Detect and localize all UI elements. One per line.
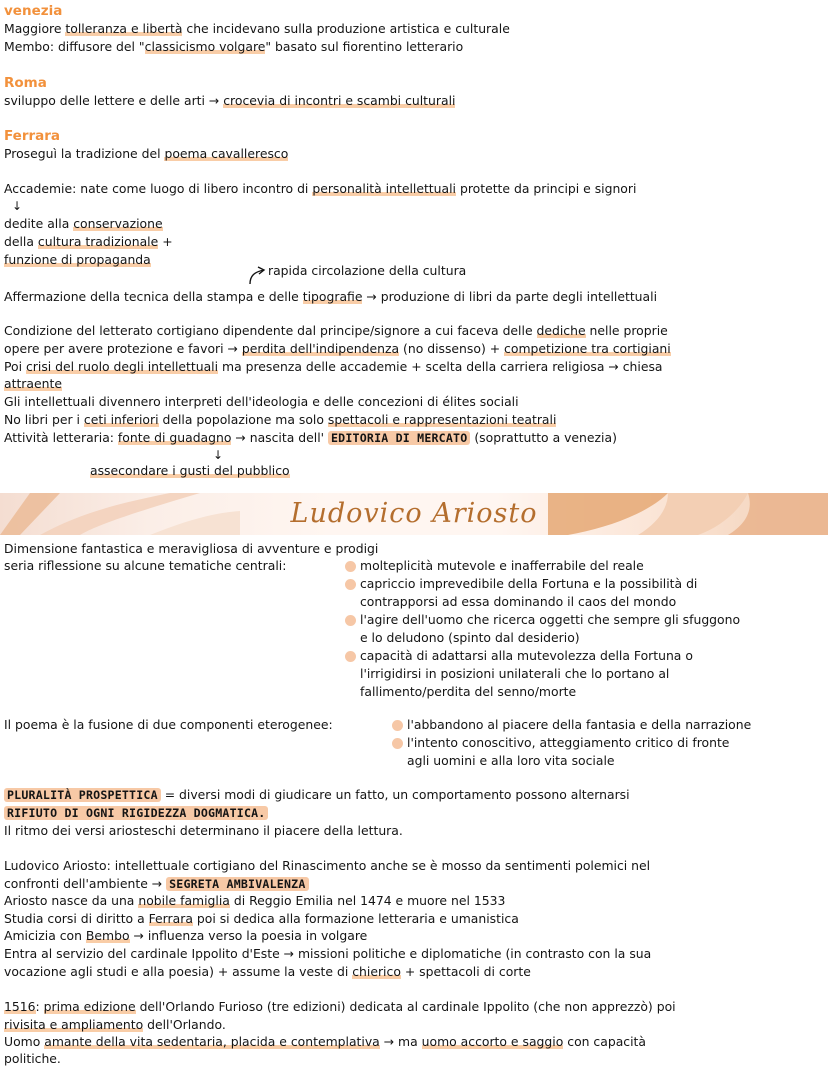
tema-4-line-2: l'irrigidirsi in posizioni unilaterali che lo portano al [360, 666, 670, 681]
bullet-dot [392, 720, 403, 731]
edizioni-line-1: 1516: prima edizione dell'Orlando Furioso (tre edizioni) dedicata al cardinale Ippolito (che non apprezzò) poi [4, 999, 676, 1014]
accademie-line-1: Accademie: nate come luogo di libero incontro di personalità intellettuali protette da principi e signori [4, 181, 637, 196]
venezia-heading: venezia [4, 3, 63, 19]
accademie-line-4: funzione di propaganda [4, 252, 151, 267]
tema-2-line-2: contrapporsi ad essa dominando il caos del mondo [360, 594, 677, 609]
accademie-line-3: della cultura tradizionale + [4, 234, 173, 249]
curved-arrow-icon [244, 264, 266, 286]
poema-line: Il poema è la fusione di due componenti eterogenee: [4, 717, 333, 732]
ariosto-intro-1: Dimensione fantastica e meravigliosa di avventure e prodigi [4, 541, 379, 556]
roma-heading: Roma [4, 75, 47, 91]
letterato-line-3: Poi crisi del ruolo degli intellettuali ma presenza delle accademie + scelta della carriera religiosa → chiesa [4, 359, 663, 374]
bio-line-2: confronti dell'ambiente → SEGRETA AMBIVALENZA [4, 875, 309, 893]
venezia-line-2: Membo: diffusore del "classicismo volgare" basato sul fiorentino letterario [4, 39, 464, 54]
rifiuto-line [4, 804, 268, 822]
ferrara-heading: Ferrara [4, 128, 61, 144]
section-banner [0, 493, 828, 535]
bio-line-3: Ariosto nasce da una nobile famiglia di Reggio Emilia nel 1474 e muore nel 1533 [4, 893, 506, 908]
banner-title: Ludovico Ariosto [290, 498, 538, 529]
ariosto-intro-2: seria riflessione su alcune tematiche centrali: [4, 558, 287, 573]
componente-2-line-1: l'intento conoscitivo, atteggiamento critico di fronte [407, 735, 730, 750]
bullet-dot [345, 579, 356, 590]
letterato-line-1: Condizione del letterato cortigiano dipendente dal principe/signore a cui faceva delle dediche nelle proprie [4, 323, 668, 338]
bullet-dot [392, 738, 403, 749]
ritmo-line: Il ritmo dei versi ariosteschi determinano il piacere della lettura. [4, 823, 403, 838]
bullet-dot [345, 615, 356, 626]
letterato-arrow: ↓ [213, 448, 224, 462]
tema-3-line-1: l'agire dell'uomo che ricerca oggetti che sempre gli sfuggono [360, 612, 741, 627]
bullet-dot [345, 561, 356, 572]
tema-3-line-2: e lo deludono (spinto dal desiderio) [360, 630, 580, 645]
stampa-note: rapida circolazione della cultura [268, 263, 467, 278]
tema-2-line-1: capriccio imprevedibile della Fortuna e la possibilità di [360, 576, 698, 591]
pluralita-highlight: PLURALITÀ PROSPETTICA [4, 788, 161, 802]
edizioni-line-4: politiche. [4, 1051, 61, 1066]
editoria-highlight: EDITORIA DI MERCATO [328, 431, 470, 445]
stampa-line-1: Affermazione della tecnica della stampa e delle tipografie → produzione di libri da parte degli intellettuali [4, 289, 658, 304]
letterato-line-2: opere per avere protezione e favori → perdita dell'indipendenza (no dissenso) + competizione tra cortigiani [4, 341, 671, 356]
bio-line-7: vocazione agli studi e alla poesia) + assume la veste di chierico + spettacoli di corte [4, 964, 531, 979]
pluralita-line: PLURALITÀ PROSPETTICA = diversi modi di giudicare un fatto, un comportamento possono alternarsi [4, 786, 630, 804]
bio-line-4: Studia corsi di diritto a Ferrara poi si dedica alla formazione letteraria e umanistica [4, 911, 519, 926]
letterato-line-5: Gli intellettuali divennero interpreti dell'ideologia e delle concezioni di élites sociali [4, 394, 519, 409]
bio-line-5: Amicizia con Bembo → influenza verso la poesia in volgare [4, 928, 368, 943]
accademie-arrow: ↓ [12, 199, 23, 213]
bullet-dot [345, 651, 356, 662]
letterato-line-6: No libri per i ceti inferiori della popolazione ma solo spettacoli e rappresentazioni teatrali [4, 412, 557, 427]
roma-line-1: sviluppo delle lettere e delle arti → crocevia di incontri e scambi culturali [4, 93, 456, 108]
tema-1: molteplicità mutevole e inafferrabile del reale [360, 558, 644, 573]
edizioni-line-3: Uomo amante della vita sedentaria, placida e contemplativa → ma uomo accorto e saggio con capacità [4, 1034, 647, 1049]
bio-line-6: Entra al servizio del cardinale Ippolito d'Este → missioni politiche e diplomatiche (in contrasto con la sua [4, 946, 652, 961]
componente-1: l'abbandono al piacere della fantasia e della narrazione [407, 717, 752, 732]
accademie-line-2: dedite alla conservazione [4, 216, 163, 231]
venezia-line-1: Maggiore tolleranza e libertà che incidevano sulla produzione artistica e culturale [4, 21, 510, 36]
edizioni-line-2: rivisita e ampliamento dell'Orlando. [4, 1017, 226, 1032]
componente-2-line-2: agli uomini e alla loro vita sociale [407, 753, 615, 768]
ferrara-line-1: Proseguì la tradizione del poema cavalleresco [4, 146, 289, 161]
rifiuto-highlight: RIFIUTO DI OGNI RIGIDEZZA DOGMATICA. [4, 806, 268, 820]
letterato-line-4: attraente [4, 376, 62, 391]
letterato-line-7: Attività letteraria: fonte di guadagno → nascita dell' EDITORIA DI MERCATO (soprattutto a venezia) [4, 430, 617, 445]
bio-line-1: Ludovico Ariosto: intellettuale cortigiano del Rinascimento anche se è mosso da sentimenti polemici nel [4, 858, 651, 873]
ambivalenza-highlight: SEGRETA AMBIVALENZA [166, 877, 308, 891]
letterato-line-8: assecondare i gusti del pubblico [90, 463, 290, 478]
tema-4-line-1: capacità di adattarsi alla mutevolezza della Fortuna o [360, 648, 693, 663]
tema-4-line-3: fallimento/perdita del senno/morte [360, 684, 577, 699]
